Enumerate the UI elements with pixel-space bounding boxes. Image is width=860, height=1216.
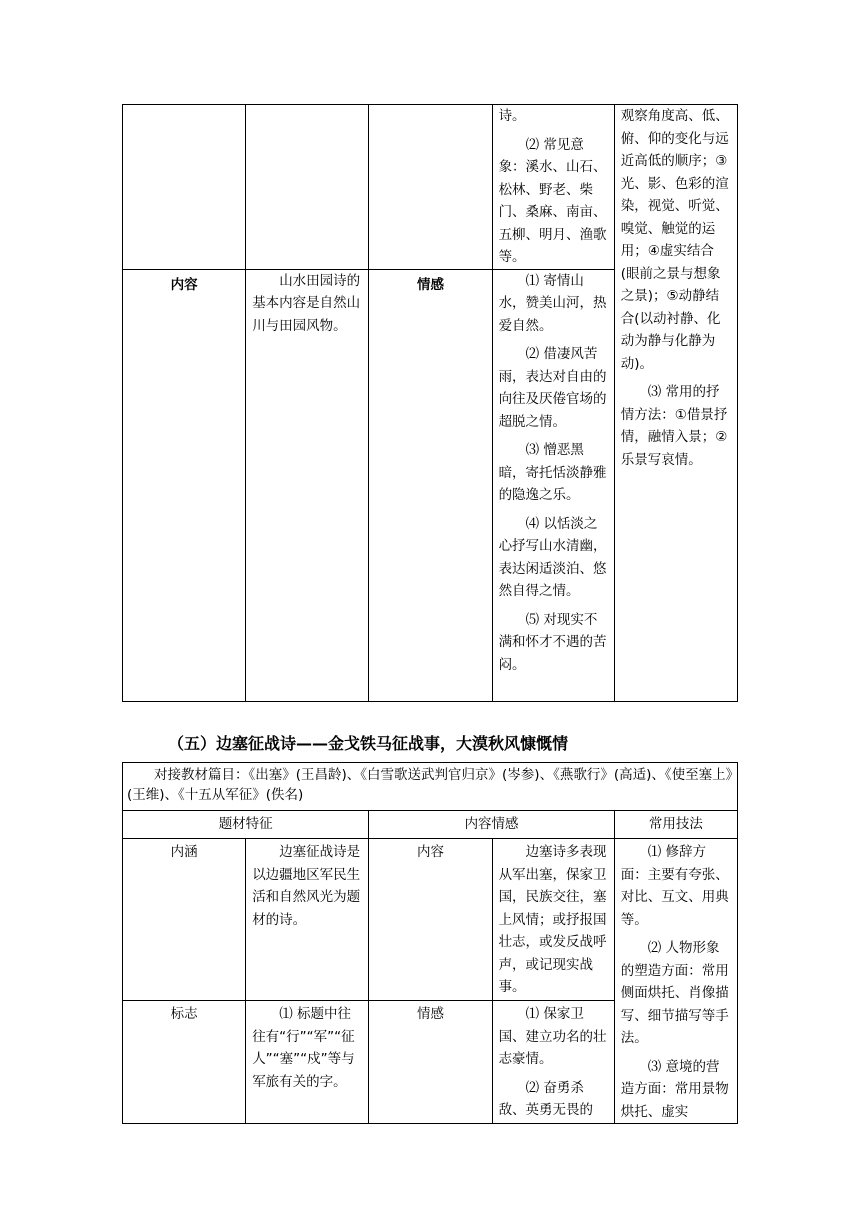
marker-cell (246, 1001, 369, 1124)
landscape-poetry-table (122, 104, 738, 702)
header-row (123, 811, 738, 839)
content-cell (492, 839, 614, 1001)
table-row (123, 763, 738, 811)
header-subject: 题材特征 (123, 811, 369, 839)
paragraph: ⑵ 借凄风苦雨，表达对自由的向往及厌倦官场的超脱之情。 (498, 346, 607, 430)
paragraph: 观察角度高、低、俯、仰的变化与远近高低的顺序；③光、影、色彩的渲染，视觉、听觉、嗅觉、触觉的运用；④虚实结合(眼前之景与想象之景)；⑤动静结合(以动衬静、化动为静与化静为动)。 (620, 108, 729, 372)
row-label: 内涵 (123, 839, 246, 1001)
section-title: （五）边塞征战诗——金戈铁马征战事，大漠秋风慷慨情 (168, 734, 569, 753)
paragraph: 诗。 (498, 108, 526, 124)
row-label: 内容 (369, 839, 492, 1001)
frontier-poetry-table (122, 762, 738, 1124)
paragraph: ⑴ 修辞方面：主要有夸张、对比、互文、用典等。 (620, 844, 729, 928)
empty-cell (369, 105, 492, 270)
empty-cell (123, 105, 246, 270)
table-row (123, 105, 738, 270)
row-label: 内容 (123, 269, 246, 701)
paragraph: ⑴ 标题中往往有“行”“军”“征人”“塞”“戍”等与军旅有关的字。 (252, 1006, 355, 1090)
techniques-cell (614, 105, 737, 702)
header-content-emotion: 内容情感 (369, 811, 614, 839)
empty-cell (246, 105, 369, 270)
content-cell (246, 269, 369, 701)
row-label: 情感 (369, 269, 492, 701)
paragraph: ⑶ 意境的营造方面：常用景物烘托、虚实 (620, 1058, 729, 1120)
table-row (123, 839, 738, 1001)
paragraph: ⑵ 常见意象：溪水、山石、松林、野老、柴门、桑麻、南亩、五柳、明月、渔歌等。 (498, 136, 607, 265)
paragraph: ⑴ 保家卫国、建立功名的壮志豪情。 (498, 1006, 607, 1068)
paragraph: ⑵ 奋勇杀敌、英勇无畏的 (498, 1079, 594, 1119)
paragraph: ⑸ 对现实不满和怀才不遇的苦闷。 (498, 611, 607, 673)
paragraph: 边塞诗多表现从军出塞，保家卫国，民族交往，塞上风情；或抒报国壮志，或发反战呼声，或记现实战事。 (498, 844, 607, 995)
emotion-cell (492, 269, 614, 701)
paragraph: ⑵ 人物形象的塑造方面：常用侧面烘托、肖像描写、细节描写等手法。 (620, 940, 729, 1046)
definition-cell (246, 839, 369, 1001)
paragraph: 山水田园诗的基本内容是自然山川与田园风物。 (252, 272, 361, 334)
paragraph: ⑴ 寄情山水，赞美山河，热爱自然。 (498, 272, 607, 334)
paragraph: ⑶ 憎恶黑暗，寄托恬淡静雅的隐逸之乐。 (498, 442, 607, 503)
source-texts: 对接教材篇目：《出塞》(王昌龄)、《白雪歌送武判官归京》(岑参)、《燕歌行》(高适)、《使至塞上》(王维)、《十五从军征》(佚名) (123, 763, 738, 811)
imagery-cell (492, 105, 614, 270)
emotion-cell (492, 1001, 614, 1124)
paragraph: ⑷ 以恬淡之心抒写山水清幽，表达闲适淡泊、悠然自得之情。 (498, 515, 607, 599)
paragraph: 边塞征战诗是以边疆地区军民生活和自然风光为题材的诗。 (252, 844, 361, 928)
row-label: 情感 (369, 1001, 492, 1124)
row-label: 标志 (123, 1001, 246, 1124)
header-techniques: 常用技法 (614, 811, 737, 839)
paragraph: ⑶ 常用的抒情方法：①借景抒情，融情入景；②乐景写哀情。 (620, 384, 728, 468)
techniques-cell (614, 839, 737, 1124)
